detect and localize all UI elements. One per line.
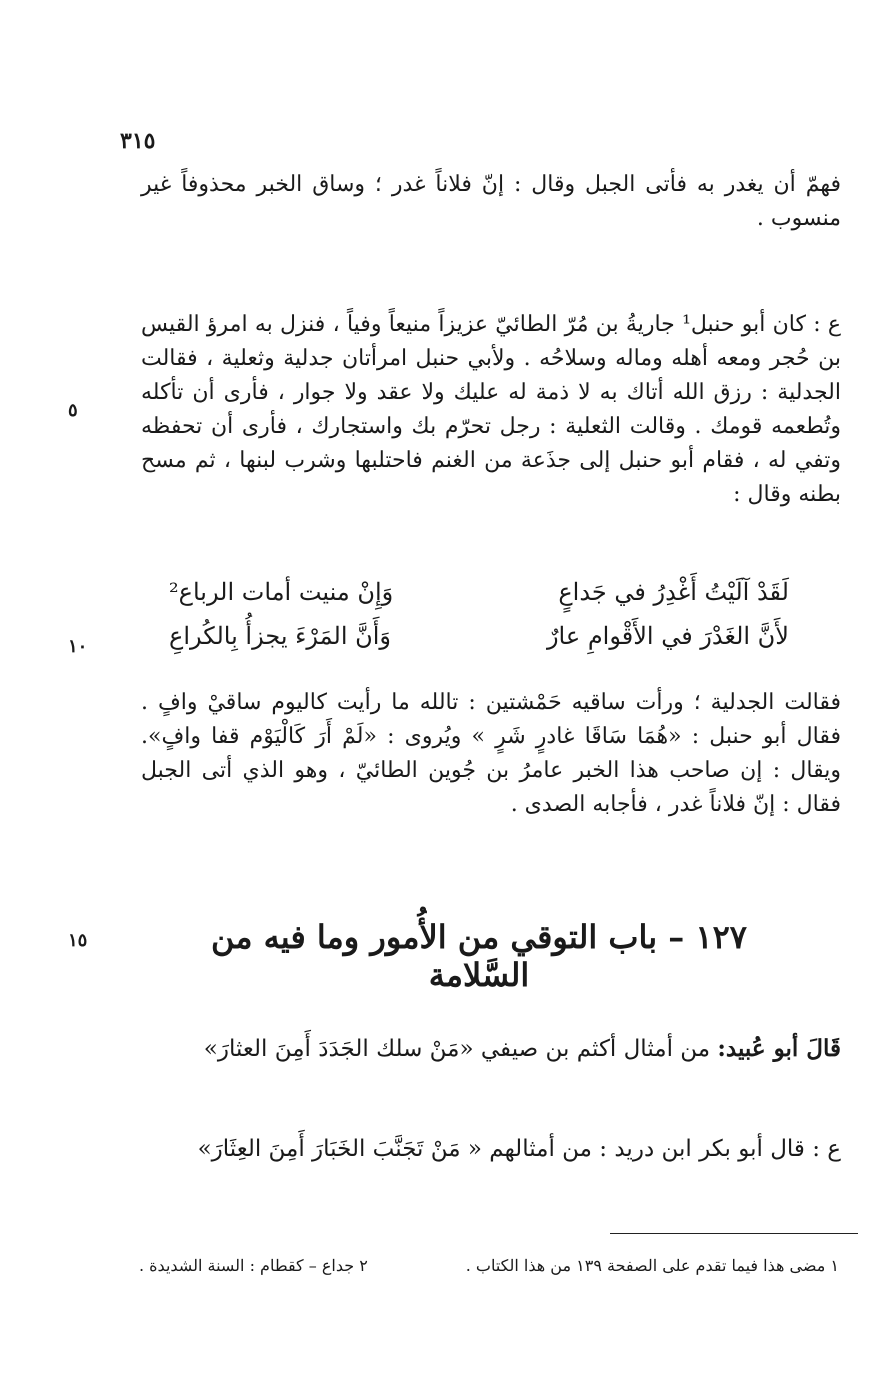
paragraph-ibn-durayd: ع : قال أبو بكر ابن دريد : من أمثالهم « مَنْ تَجَنَّبَ الخَبَارَ أَمِنَ العِثَارَ» bbox=[197, 1136, 841, 1162]
proverb-text: من أمثال أكثم بن صيفي «مَنْ سلك الجَدَدَ أَمِنَ العثارَ» bbox=[203, 1036, 718, 1062]
paragraph-continuation: فهمّ أن يغدر به فأتى الجبل وقال : إنّ فلاناً غدر ؛ وساق الخبر محذوفاً غير منسوب . bbox=[141, 172, 842, 231]
verse-second-hemistich: وَأَنَّ المَرْءَ يجزأُ بِالكُراعِ bbox=[169, 622, 392, 650]
footnote-1: ١ مضى هذا فيما تقدم على الصفحة ١٣٩ من هذا الكتاب . bbox=[465, 1256, 839, 1275]
speaker-label: قَالَ أبو عُبيد: bbox=[717, 1035, 841, 1062]
page-number: ٣١٥ bbox=[120, 128, 156, 154]
footnote-2: ٢ جداع – كقطام : السنة الشديدة . bbox=[139, 1256, 368, 1275]
line-number-5: ٥ bbox=[68, 400, 78, 421]
paragraph-jadaliya-remark: فقالت الجدلية ؛ ورأت ساقيه حَمْشتين : تالله ما رأيت كاليوم ساقيْ وافٍ . فقال أبو حنبل : «هُمَا سَاقَا غادرٍ شَرٍ » ويُروى : «لَمْ أَرَ كَالْيَوْم قفا وافٍ». ويقال : إن صاحب هذا الخبر عامرُ بن جُوين الطائيّ ، وهو الذي أتى الجبل فقال : إنّ فلاناً غدر ، فأجابه الصدى . bbox=[141, 690, 841, 817]
paragraph-abu-ubayd bbox=[141, 1032, 841, 1066]
paragraph-abu-hanbal-story: ع : كان أبو حنبل¹ جاريةُ بن مُرّ الطائيّ عزيزاً منيعاً وفياً ، فنزل به امرؤ القيس بن حُجر ومعه أهله وماله وسلاحُه . ولأبي حنبل امرأتان جدلية وثعلية ، فقالت الجدلية : رزق الله أتاك به لا ذمة له عليك ولا عقد ولا جوار ، فأرى أن تأكله وتُطعمه قومك . وقالت الثعلية : رجل تحرّم بك واستجارك ، فأرى أن تحفظه وتفي له ، فقام أبو حنبل إلى جذَعة من الغنم فاحتلبها وشرب لبنها ، ثم مسح بطنه وقال : bbox=[141, 312, 842, 507]
verse-second-hemistich: وَإِنْ منيت أمات الرباع² bbox=[169, 578, 394, 606]
verse-first-hemistich: لَقَدْ آلَيْتُ أَغْدِرُ في جَداعٍ bbox=[558, 578, 789, 606]
line-number-15: ١٥ bbox=[68, 930, 88, 951]
footnote-divider bbox=[610, 1233, 858, 1234]
verse-first-hemistich: لأَنَّ الغَدْرَ في الأَقْوامِ عارٌ bbox=[546, 622, 789, 650]
line-number-10: ١٠ bbox=[68, 636, 88, 657]
chapter-heading: ١٢٧ – باب التوقي من الأُمور وما فيه من السَّلامة bbox=[211, 918, 747, 994]
